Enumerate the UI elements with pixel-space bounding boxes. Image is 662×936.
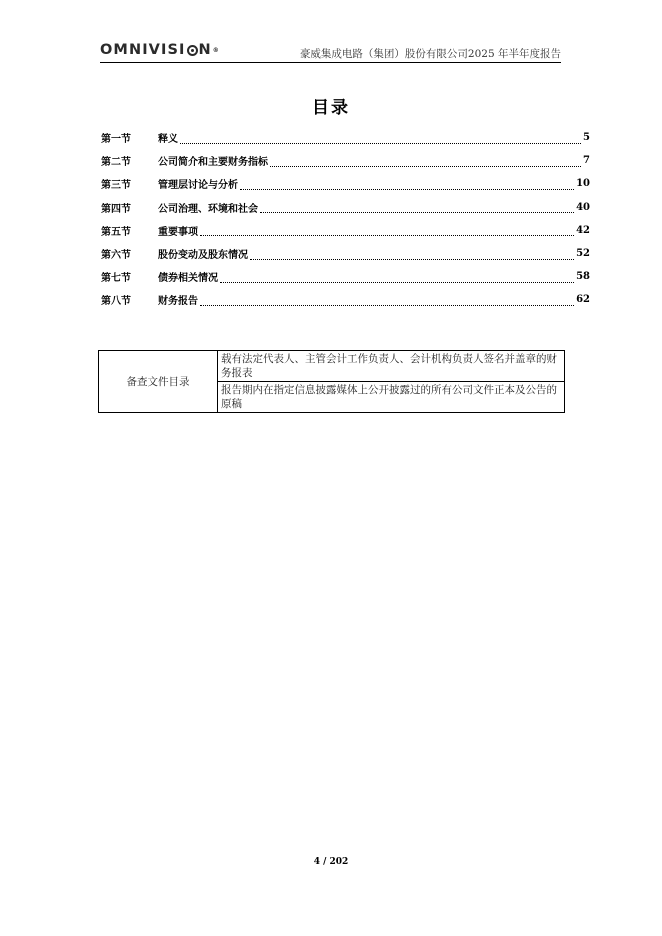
- toc-leader-dots: [220, 275, 574, 283]
- page-number-footer: 4 / 202: [313, 857, 349, 867]
- reference-files-table: [98, 350, 565, 413]
- toc-section-name: 财务报告: [158, 296, 198, 308]
- toc-page-number: 5: [583, 132, 590, 144]
- toc-section-name: 公司治理、环境和社会: [158, 203, 258, 215]
- toc-section-name: 公司简介和主要财务指标: [158, 157, 268, 169]
- toc-section-number: 第五节: [101, 226, 131, 238]
- toc-entry[interactable]: [101, 265, 590, 288]
- toc-section-name: 管理层讨论与分析: [158, 180, 238, 192]
- logo-text-left: OMNIVISI: [100, 42, 186, 58]
- toc-leader-dots: [200, 228, 574, 236]
- page-header: [100, 38, 561, 63]
- reference-file-item: 报告期内在指定信息披露媒体上公开披露过的所有公司文件正本及公告的原稿: [218, 382, 565, 413]
- toc-leader-dots: [240, 182, 574, 190]
- report-title: 豪威集成电路（集团）股份有限公司2025 年半年度报告: [299, 48, 561, 60]
- reference-file-item: 载有法定代表人、主管会计工作负责人、会计机构负责人签名并盖章的财务报表: [218, 351, 565, 382]
- toc-leader-dots: [260, 205, 574, 213]
- toc-entry[interactable]: [101, 172, 590, 195]
- toc-entry[interactable]: [101, 219, 590, 242]
- table-of-contents: [101, 126, 590, 312]
- toc-section-number: 第八节: [101, 296, 131, 308]
- toc-entry[interactable]: [101, 196, 590, 219]
- toc-section-name: 释义: [158, 134, 178, 146]
- table-row: [99, 351, 565, 382]
- toc-entry[interactable]: [101, 126, 590, 149]
- toc-page-number: 58: [576, 271, 590, 283]
- toc-page-number: 62: [576, 294, 590, 306]
- toc-section-number: 第三节: [101, 180, 131, 192]
- toc-leader-dots: [270, 159, 581, 167]
- toc-section-number: 第四节: [101, 203, 131, 215]
- toc-section-number: 第一节: [101, 134, 131, 146]
- toc-leader-dots: [250, 252, 574, 260]
- toc-title: 目录: [312, 98, 350, 118]
- logo-registered-mark: ®: [212, 46, 219, 54]
- logo-text-right: N: [198, 42, 212, 58]
- logo-o-mark-icon: [187, 45, 198, 56]
- toc-page-number: 52: [576, 248, 590, 260]
- toc-leader-dots: [200, 298, 574, 306]
- toc-entry[interactable]: [101, 288, 590, 311]
- toc-page-number: 7: [583, 155, 590, 167]
- toc-entry[interactable]: [101, 149, 590, 172]
- toc-section-number: 第六节: [101, 250, 131, 262]
- toc-section-name: 股份变动及股东情况: [158, 250, 248, 262]
- toc-page-number: 42: [576, 224, 590, 236]
- toc-section-name: 重要事项: [158, 226, 198, 238]
- omnivision-logo: [100, 42, 219, 58]
- toc-entry[interactable]: [101, 242, 590, 265]
- toc-page-number: 10: [576, 178, 590, 190]
- toc-section-number: 第七节: [101, 273, 131, 285]
- toc-section-number: 第二节: [101, 157, 131, 169]
- reference-files-label: 备查文件目录: [99, 351, 218, 413]
- toc-section-name: 债券相关情况: [158, 273, 218, 285]
- toc-page-number: 40: [576, 201, 590, 213]
- toc-leader-dots: [180, 136, 581, 144]
